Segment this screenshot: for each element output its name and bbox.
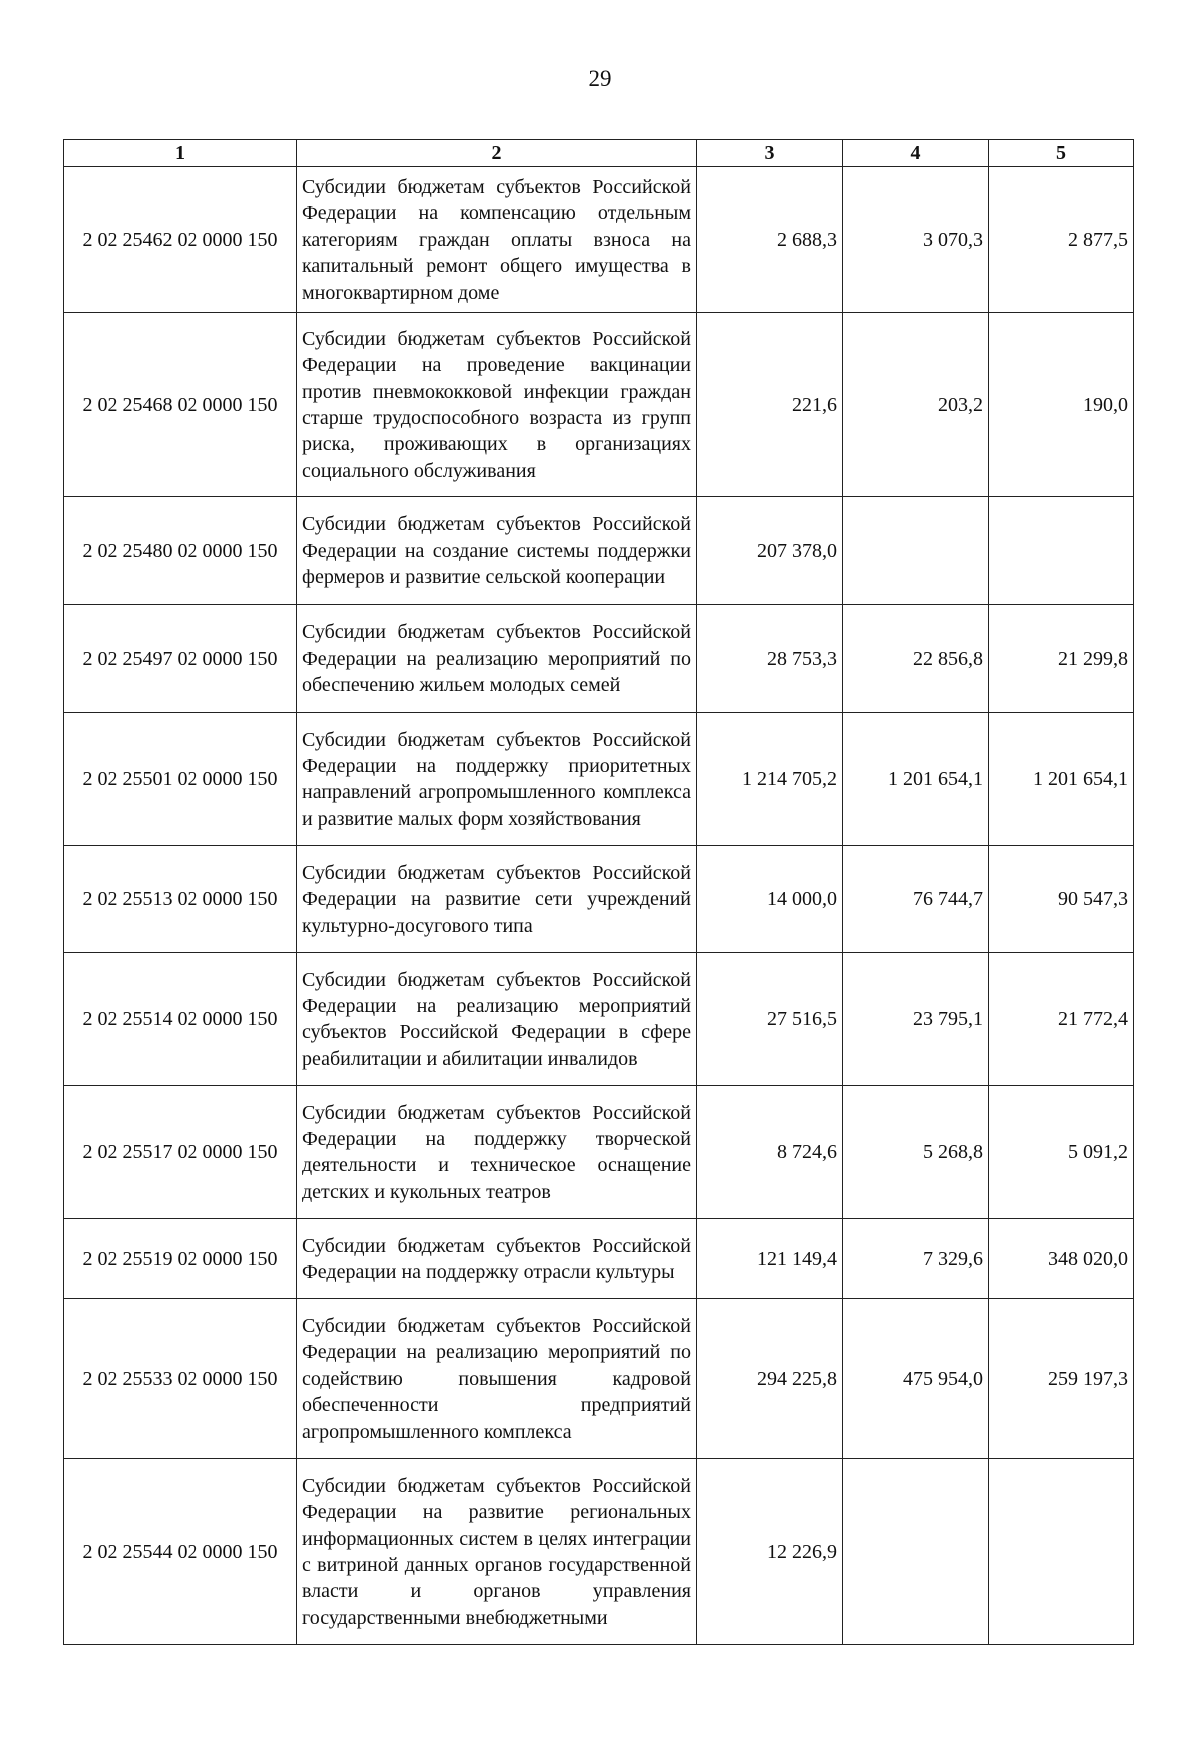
row-value-col5: 2 877,5 <box>989 167 1134 313</box>
row-code: 2 02 25501 02 0000 150 <box>64 713 297 846</box>
table-row <box>64 846 1134 953</box>
table-row <box>64 605 1134 713</box>
row-description: Субсидии бюджетам субъектов Российской Федерации на проведение вакцинации против пневмококковой инфекции граждан старше трудоспособного возраста из групп риска, проживающих в организациях социального обслуживания <box>297 313 697 497</box>
row-value-col4: 7 329,6 <box>843 1219 989 1299</box>
table-row <box>64 167 1134 313</box>
row-description: Субсидии бюджетам субъектов Российской Федерации на поддержку приоритетных направлений агропромышленного комплекса и развитие малых форм хозяйствования <box>297 713 697 846</box>
page-number: 29 <box>588 66 612 91</box>
row-value-col5: 21 772,4 <box>989 953 1134 1086</box>
column-header-2: 2 <box>297 140 697 167</box>
row-value-col5: 259 197,3 <box>989 1299 1134 1459</box>
row-value-col3: 28 753,3 <box>697 605 843 713</box>
row-value-col3: 2 688,3 <box>697 167 843 313</box>
row-value-col4: 475 954,0 <box>843 1299 989 1459</box>
row-value-col4: 23 795,1 <box>843 953 989 1086</box>
row-code: 2 02 25513 02 0000 150 <box>64 846 297 953</box>
row-description: Субсидии бюджетам субъектов Российской Федерации на реализацию мероприятий субъектов Российской Федерации в сфере реабилитации и абилитации инвалидов <box>297 953 697 1086</box>
table-row <box>64 1459 1134 1645</box>
row-value-col4: 3 070,3 <box>843 167 989 313</box>
row-value-col5 <box>989 497 1134 605</box>
row-description: Субсидии бюджетам субъектов Российской Федерации на реализацию мероприятий по содействию повышения кадровой обеспеченности предприятий агропромышленного комплекса <box>297 1299 697 1459</box>
row-value-col5: 5 091,2 <box>989 1086 1134 1219</box>
row-value-col3: 1 214 705,2 <box>697 713 843 846</box>
row-description: Субсидии бюджетам субъектов Российской Федерации на создание системы поддержки фермеров и развитие сельской кооперации <box>297 497 697 605</box>
budget-table <box>63 139 1134 1645</box>
row-value-col3: 294 225,8 <box>697 1299 843 1459</box>
row-code: 2 02 25480 02 0000 150 <box>64 497 297 605</box>
table-header-row <box>64 140 1134 167</box>
row-value-col3: 14 000,0 <box>697 846 843 953</box>
table-row <box>64 1086 1134 1219</box>
column-header-3: 3 <box>697 140 843 167</box>
row-code: 2 02 25533 02 0000 150 <box>64 1299 297 1459</box>
row-value-col5 <box>989 1459 1134 1645</box>
row-description: Субсидии бюджетам субъектов Российской Федерации на развитие сети учреждений культурно-досугового типа <box>297 846 697 953</box>
table-row <box>64 953 1134 1086</box>
row-value-col3: 121 149,4 <box>697 1219 843 1299</box>
row-value-col3: 207 378,0 <box>697 497 843 605</box>
row-value-col3: 221,6 <box>697 313 843 497</box>
table-row <box>64 1299 1134 1459</box>
table-row <box>64 1219 1134 1299</box>
row-value-col5: 1 201 654,1 <box>989 713 1134 846</box>
column-header-5: 5 <box>989 140 1134 167</box>
row-code: 2 02 25497 02 0000 150 <box>64 605 297 713</box>
row-description: Субсидии бюджетам субъектов Российской Федерации на поддержку творческой деятельности и техническое оснащение детских и кукольных театров <box>297 1086 697 1219</box>
table-row <box>64 713 1134 846</box>
row-value-col3: 12 226,9 <box>697 1459 843 1645</box>
row-value-col5: 21 299,8 <box>989 605 1134 713</box>
row-value-col5: 90 547,3 <box>989 846 1134 953</box>
row-code: 2 02 25462 02 0000 150 <box>64 167 297 313</box>
row-value-col4: 203,2 <box>843 313 989 497</box>
row-value-col5: 190,0 <box>989 313 1134 497</box>
row-description: Субсидии бюджетам субъектов Российской Федерации на компенсацию отдельным категориям граждан оплаты взноса на капитальный ремонт общего имущества в многоквартирном доме <box>297 167 697 313</box>
row-code: 2 02 25544 02 0000 150 <box>64 1459 297 1645</box>
row-code: 2 02 25517 02 0000 150 <box>64 1086 297 1219</box>
column-header-1: 1 <box>64 140 297 167</box>
row-code: 2 02 25468 02 0000 150 <box>64 313 297 497</box>
row-description: Субсидии бюджетам субъектов Российской Федерации на реализацию мероприятий по обеспечению жильем молодых семей <box>297 605 697 713</box>
row-value-col4: 76 744,7 <box>843 846 989 953</box>
row-value-col4: 22 856,8 <box>843 605 989 713</box>
row-value-col4 <box>843 1459 989 1645</box>
row-description: Субсидии бюджетам субъектов Российской Федерации на поддержку отрасли культуры <box>297 1219 697 1299</box>
column-header-4: 4 <box>843 140 989 167</box>
row-code: 2 02 25519 02 0000 150 <box>64 1219 297 1299</box>
row-value-col5: 348 020,0 <box>989 1219 1134 1299</box>
row-value-col3: 8 724,6 <box>697 1086 843 1219</box>
row-value-col4 <box>843 497 989 605</box>
table-row <box>64 313 1134 497</box>
row-value-col4: 1 201 654,1 <box>843 713 989 846</box>
row-value-col4: 5 268,8 <box>843 1086 989 1219</box>
table-row <box>64 497 1134 605</box>
row-description: Субсидии бюджетам субъектов Российской Федерации на развитие региональных информационных систем в целях интеграции с витриной данных органов государственной власти и органов управления государственными внебюджетными <box>297 1459 697 1645</box>
row-code: 2 02 25514 02 0000 150 <box>64 953 297 1086</box>
row-value-col3: 27 516,5 <box>697 953 843 1086</box>
